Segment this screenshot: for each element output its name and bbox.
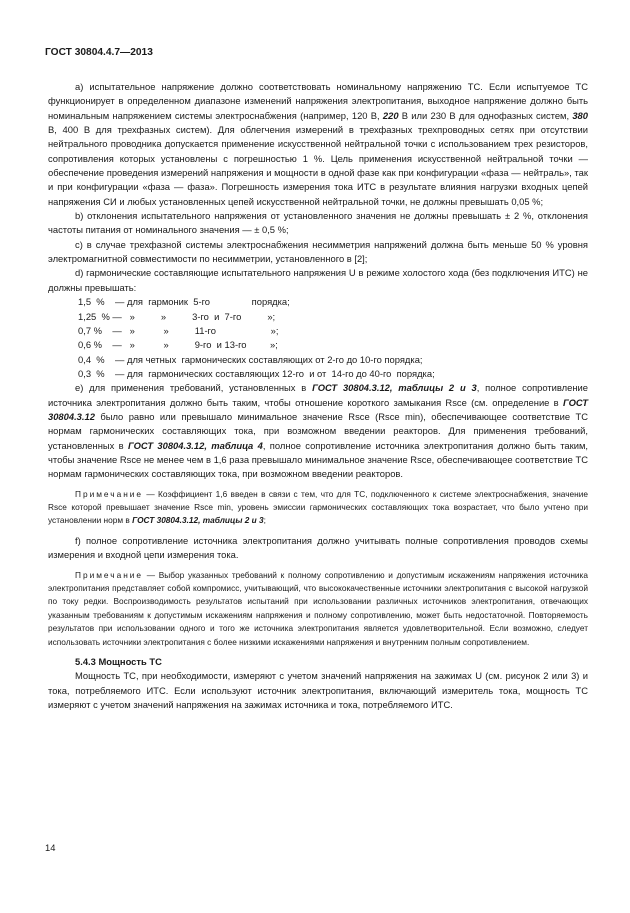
bold-text: ГОСТ 30804.3.12, таблицы 2 и 3 [312, 382, 477, 394]
section-heading: 5.4.3 Мощность ТС [75, 655, 162, 667]
bold-text: ГОСТ 30804.3.12 [48, 396, 588, 422]
text: В или 230 В для однофазных систем, [398, 109, 573, 121]
harmonics-row: 0,6 % — » » 9-го и 13-го »; [78, 339, 278, 351]
note-2 [48, 569, 588, 649]
bold-text: 380 [572, 109, 588, 121]
bold-text: ГОСТ 30804.3.12, таблицы 2 и 3 [132, 515, 264, 526]
harmonics-list [48, 295, 588, 381]
text: было равно или превышало минимальное значение Rsce (Rsce min), обеспечивающее соответствие ТС нормам гармонических составляющих тока, при возможном введении реакторов. Для применения требований, установленных в [48, 410, 588, 451]
document-header: ГОСТ 30804.4.7—2013 [45, 47, 153, 58]
harmonics-row: 0,4 % — для четных гармонических составляющих от 2-го до 10-го порядка; [78, 353, 423, 365]
paragraph-c: c) в случае трехфазной системы электроснабжения несимметрия напряжений должна быть меньше 50 % уровня электромагнитной совместимости по несимметрии, установленного в [2]; [48, 238, 588, 265]
bold-text: 220 [382, 109, 399, 121]
paragraph-d: d) гармонические составляющие испытательного напряжения U в режиме холостого хода (без подключения ИТС) не должны превышать: [48, 267, 588, 293]
note-label: Примечание [75, 569, 144, 580]
harmonics-row: 0,7 % — » » 11-го »; [78, 324, 279, 336]
text: — Коэффициент 1,6 введен в связи с тем, что для ТС, подключенного к системе электроснабжения, значение Rsce которой превышает значение Rsce min, уровень эмиссии гармонических составляющих тока возрастает, что было учтено при установлении норм в [48, 488, 588, 526]
paragraph-b: b) отклонения испытательного напряжения от установленного значения не должны превышать ± 2 %, отклонения частоты питания от номинального значения — ± 0,5 %; [48, 210, 588, 236]
text: а) испытательное напряжение должно соответствовать номинальному напряжению ТС. Если испытуемое ТС функционирует в определенном диапазоне изменений напряжения электропитания, выходное напряжение должно быть номинальным напряжением системы электроснабжения (например, 120 В, [48, 81, 588, 121]
page-number: 14 [45, 842, 56, 853]
paragraph-a [48, 80, 588, 209]
text: , полное сопротивление источника электропитания должно быть таким, чтобы значение Rsce не менее чем в 1,6 раза превышало минимальное значение Rsce, обеспечивающее соответствие ТС нормам гармонических составляющих тока, при возможном введении реакторов. [48, 439, 589, 480]
note-label: Примечание [75, 488, 144, 499]
harmonics-row: 1,5 % — для гармоник 5-го порядка; [78, 296, 290, 308]
section-text: Мощность ТС, при необходимости, измеряют с учетом значений напряжения на зажимах U (см. рисунок 2 или 3) и тока, потребляемого ИТС. Если используют источник электропитания, включающий измеритель тока, мощность ТС измеряют с учетом значений напряжения на зажимах источника и тока, потребляемого ИТС. [48, 670, 588, 710]
text: , полное сопротивление источника электропитания должно быть таким, чтобы отношение короткого замыкания Rsce (см. определение в [48, 382, 588, 408]
harmonics-row: 1,25 % — » » 3-го и 7-го »; [78, 310, 276, 322]
paragraph-f: f) полное сопротивление источника электропитания должно учитывать полные сопротивления проводов схемы измерения и входной цепи измерения тока. [48, 534, 588, 561]
document-body [48, 80, 588, 712]
paragraph-e [48, 381, 588, 481]
harmonics-row: 0,3 % — для гармонических составляющих 12-го и от 14-го до 40-го порядка; [78, 367, 435, 379]
text: В, 400 В для трехфазных систем). Для облегчения измерений в трехфазных трехпроводных сетях при отсутствии нейтрального проводника допускается применение искусственной нейтральной точки с использованием трех резисторов, сопротивления которых установлены с погрешностью 1 %. Цель применения искусственной нейтральной точки — обеспечение проведения измерений напряжения и мощности в одной фазе как при конфигурации «фаза — нейтраль», так и при конфигурации «фаза — фаза». Погрешность измерения тока ИТС в результате влияния нагрузки входных цепей напряжения СИ и любых установленных цепей искусственной нейтральной точки, не должны превышать 0,05 %; [48, 124, 588, 207]
text: ; [263, 515, 266, 526]
text: е) для применения требований, установленных в [75, 382, 313, 394]
note-1 [48, 488, 588, 528]
text: — Выбор указанных требований к полному сопротивлению и допустимым искажениям напряжения источника электропитания представляет собой компромисс, учитывающий, что высококачественные источники электропитания с высокой нагрузкой по току редки. Воспроизводимость результатов испытаний при использовании различных источников электропитания, отвечающих указанным требованиям к допустимым искажениям напряжения и полному сопротивлению, может быть недостаточной. Повторяемость результатов при использовании одного и того же источника электропитания является удовлетворительной. Если возможно, следует использовать источники электропитания с более низкими искажениями напряжения и внутренним полным сопротивлением. [48, 569, 588, 647]
bold-text: ГОСТ 30804.3.12, таблица 4 [128, 439, 263, 451]
